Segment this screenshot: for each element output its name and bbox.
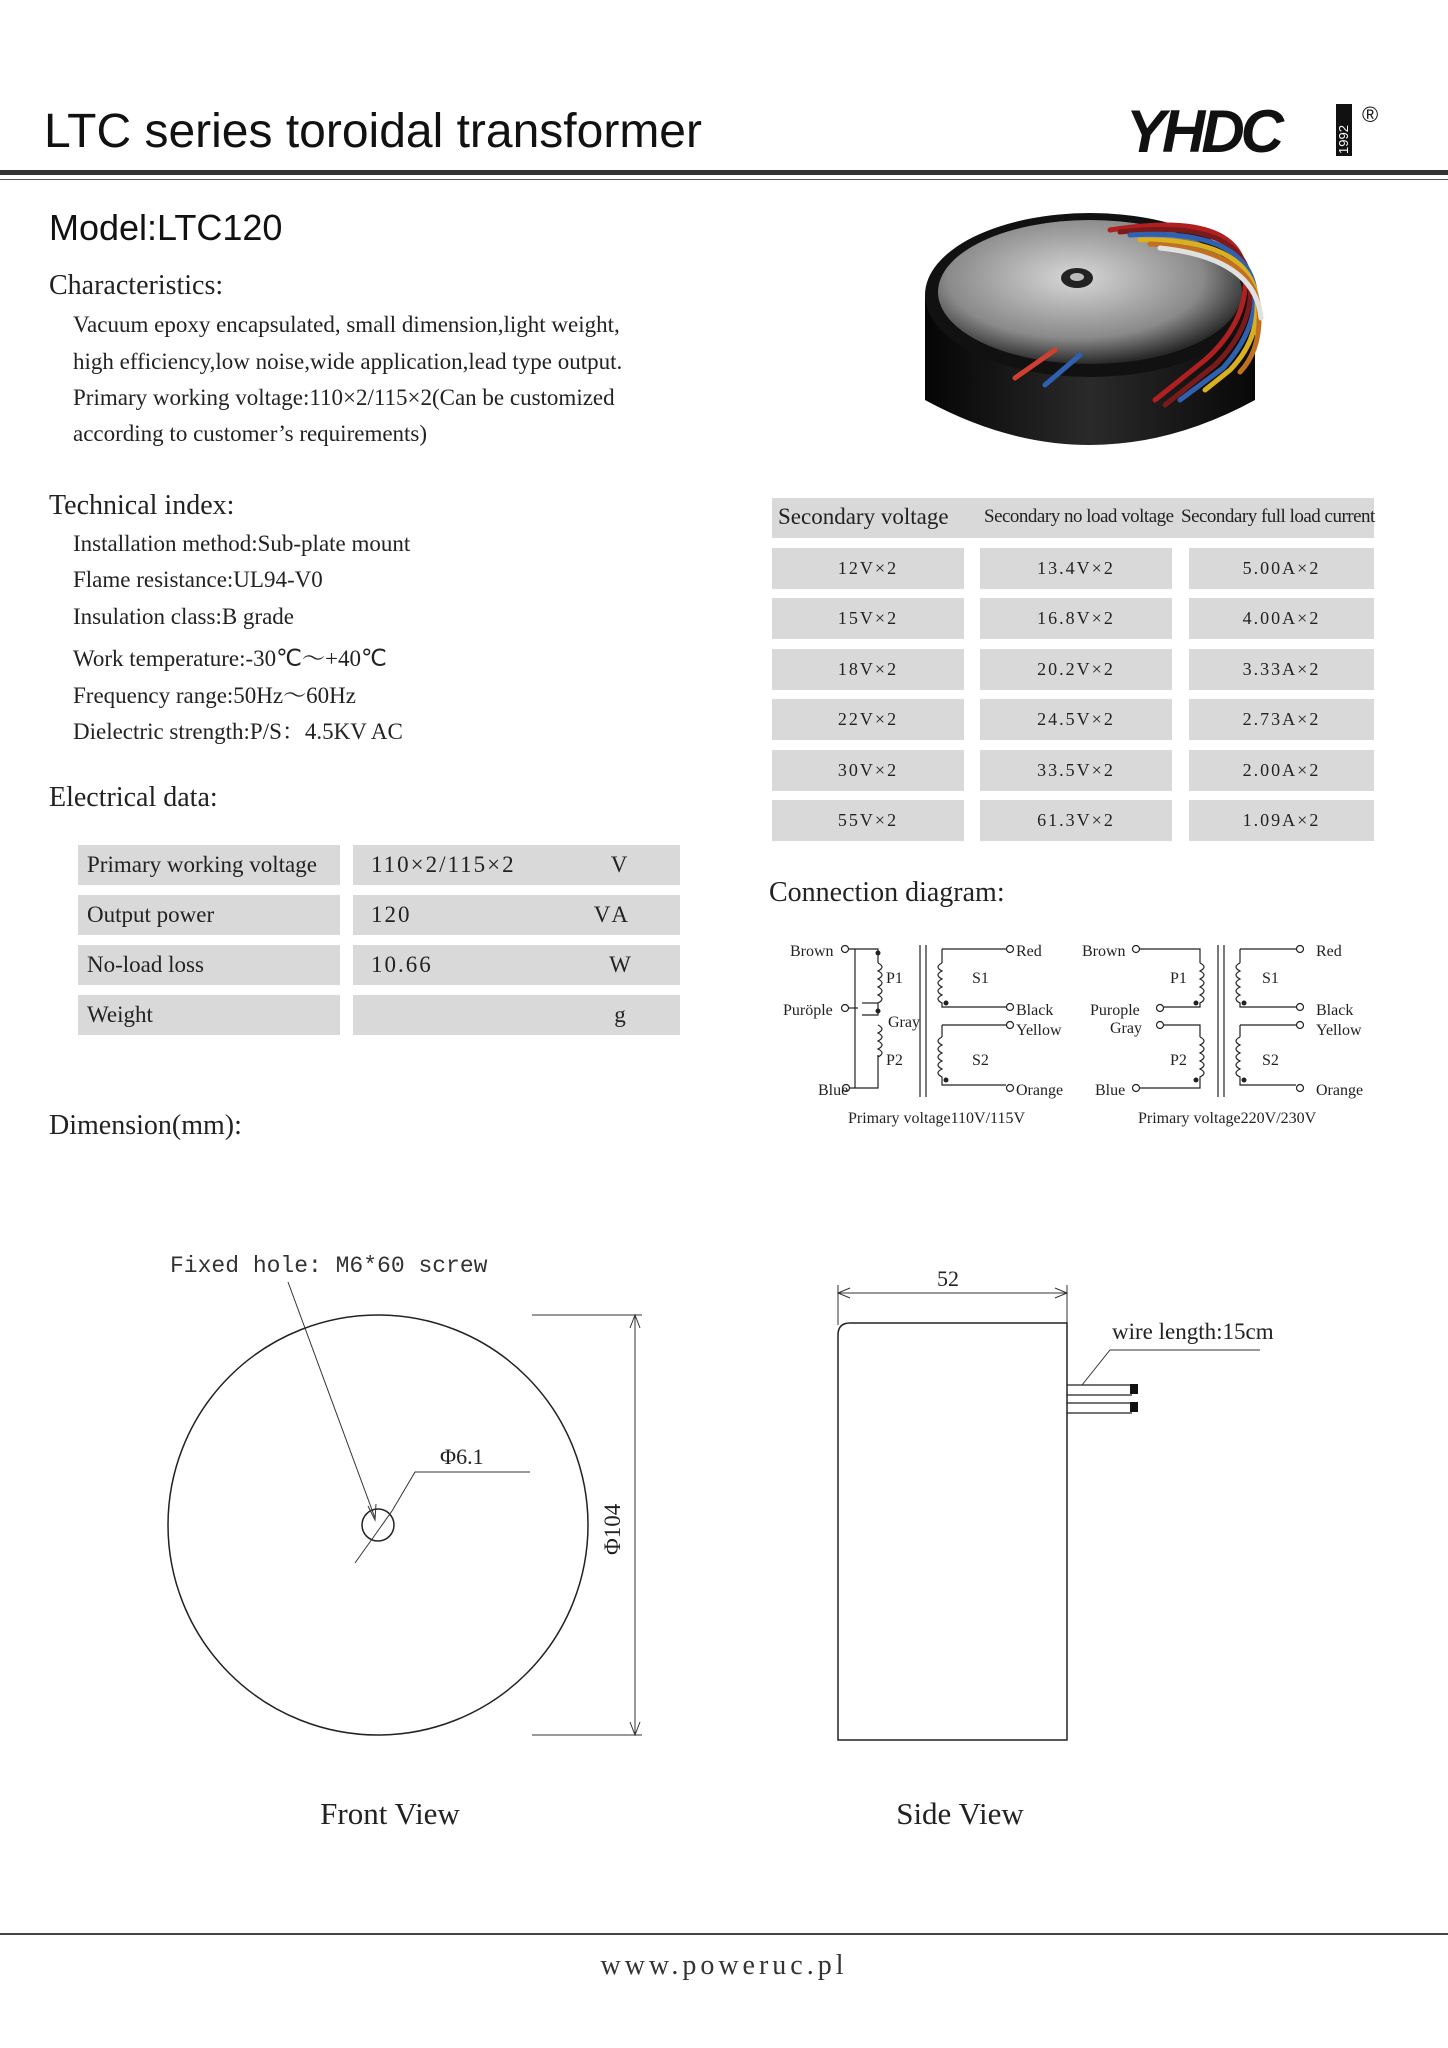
label-black: Black [1316, 1002, 1354, 1019]
electrical-label: No-load loss [78, 945, 340, 985]
label-gray: Gray [1110, 1020, 1142, 1037]
label-purple: Puröple [783, 1002, 833, 1019]
registered-mark: ® [1362, 102, 1379, 127]
electrical-unit: VA [593, 902, 632, 927]
label-p1: P1 [1170, 970, 1187, 987]
characteristics-line: high efficiency,low noise,wide application,lead type output. [73, 349, 623, 374]
logo-year: 1992 [1336, 125, 1351, 154]
label-p2: P2 [1170, 1052, 1187, 1069]
header-rule [0, 170, 1448, 175]
secondary-cell: 55V×2 [772, 800, 964, 841]
label-p2: P2 [886, 1052, 903, 1069]
logo-text: YHDC [1126, 100, 1281, 160]
caption-110: Primary voltage110V/115V [848, 1110, 1026, 1127]
secondary-header: Secondary full load current [1181, 506, 1375, 527]
secondary-cell: 24.5V×2 [980, 699, 1172, 740]
dimension-heading: Dimension(mm): [49, 1110, 242, 1141]
secondary-cell: 2.73A×2 [1189, 699, 1374, 740]
label-gray: Gray [888, 1014, 920, 1031]
footer-rule [0, 1933, 1448, 1935]
electrical-unit: g [614, 1002, 626, 1027]
label-brown: Brown [1082, 943, 1126, 960]
secondary-cell: 18V×2 [772, 649, 964, 690]
page-title: LTC series toroidal transformer [44, 105, 702, 158]
connection-diagram [770, 925, 1410, 1135]
secondary-cell: 22V×2 [772, 699, 964, 740]
front-view-drawing [150, 1240, 670, 1860]
secondary-cell: 5.00A×2 [1189, 548, 1374, 589]
label-purple: Purople [1090, 1002, 1140, 1019]
secondary-cell: 30V×2 [772, 750, 964, 791]
label-brown: Brown [790, 943, 834, 960]
electrical-value: 120 [353, 895, 680, 935]
secondary-cell: 20.2V×2 [980, 649, 1172, 690]
technical-line: Installation method:Sub-plate mount [73, 531, 411, 556]
front-view-caption: Front View [320, 1796, 460, 1831]
secondary-header: Secondary no load voltage [984, 506, 1174, 527]
transformer-photo [905, 200, 1305, 490]
secondary-cell: 12V×2 [772, 548, 964, 589]
secondary-header: Secondary voltage [778, 504, 949, 529]
secondary-cell: 16.8V×2 [980, 598, 1172, 639]
yhdc-logo [1126, 100, 1386, 160]
label-s1: S1 [1262, 970, 1279, 987]
secondary-cell: 15V×2 [772, 598, 964, 639]
front-outline [168, 1315, 588, 1735]
footer-url[interactable]: www.poweruc.pl [600, 1950, 848, 1981]
electrical-label: Weight [78, 995, 340, 1035]
label-s1: S1 [972, 970, 989, 987]
secondary-cell: 4.00A×2 [1189, 598, 1374, 639]
secondary-cell: 2.00A×2 [1189, 750, 1374, 791]
electrical-label: Output power [78, 895, 340, 935]
connection-heading: Connection diagram: [769, 877, 1005, 908]
label-yellow: Yellow [1016, 1022, 1062, 1039]
label-orange: Orange [1016, 1082, 1064, 1099]
label-black: Black [1016, 1002, 1054, 1019]
technical-line: Frequency range:50Hz～60Hz [73, 683, 356, 708]
label-red: Red [1316, 943, 1342, 960]
outer-diameter: Φ104 [600, 1503, 625, 1555]
technical-line: Insulation class:B grade [73, 604, 295, 629]
side-outline [838, 1323, 1067, 1740]
secondary-cell: 3.33A×2 [1189, 649, 1374, 690]
side-view-caption: Side View [896, 1796, 1024, 1831]
electrical-unit: W [609, 952, 631, 977]
characteristics-line: according to customer’s requirements) [73, 421, 428, 446]
technical-heading: Technical index: [49, 490, 235, 521]
label-yellow: Yellow [1316, 1022, 1362, 1039]
label-red: Red [1016, 943, 1042, 960]
caption-220: Primary voltage220V/230V [1138, 1110, 1317, 1127]
label-blue: Blue [818, 1082, 849, 1099]
electrical-value: 110×2/115×2 [353, 845, 680, 885]
secondary-cell: 33.5V×2 [980, 750, 1172, 791]
fixed-hole-note: Fixed hole: M6*60 screw [170, 1253, 488, 1279]
label-blue: Blue [1095, 1082, 1126, 1099]
wire-length: wire length:15cm [1112, 1319, 1274, 1344]
technical-line: Work temperature:-30℃～+40℃ [73, 646, 387, 671]
electrical-label: Primary working voltage [78, 845, 340, 885]
center-hole [362, 1509, 394, 1541]
label-s2: S2 [1262, 1052, 1279, 1069]
hole-diameter: Φ6.1 [440, 1444, 484, 1469]
header-rule-thin [0, 179, 1448, 180]
side-width: 52 [937, 1266, 959, 1291]
electrical-value: 10.66 [353, 945, 680, 985]
model-title: Model:LTC120 [49, 207, 283, 248]
electrical-unit: V [610, 852, 630, 877]
side-view-drawing [820, 1255, 1320, 1765]
electrical-heading: Electrical data: [49, 782, 218, 813]
technical-line: Flame resistance:UL94-V0 [73, 567, 323, 592]
label-p1: P1 [886, 970, 903, 987]
characteristics-line: Vacuum epoxy encapsulated, small dimension,light weight, [73, 312, 620, 337]
label-orange: Orange [1316, 1082, 1364, 1099]
secondary-cell: 61.3V×2 [980, 800, 1172, 841]
characteristics-line: Primary working voltage:110×2/115×2(Can be customized [73, 385, 615, 410]
secondary-cell: 1.09A×2 [1189, 800, 1374, 841]
label-s2: S2 [972, 1052, 989, 1069]
technical-line: Dielectric strength:P/S：4.5KV AC [73, 719, 403, 744]
secondary-cell: 13.4V×2 [980, 548, 1172, 589]
characteristics-heading: Characteristics: [49, 270, 224, 301]
